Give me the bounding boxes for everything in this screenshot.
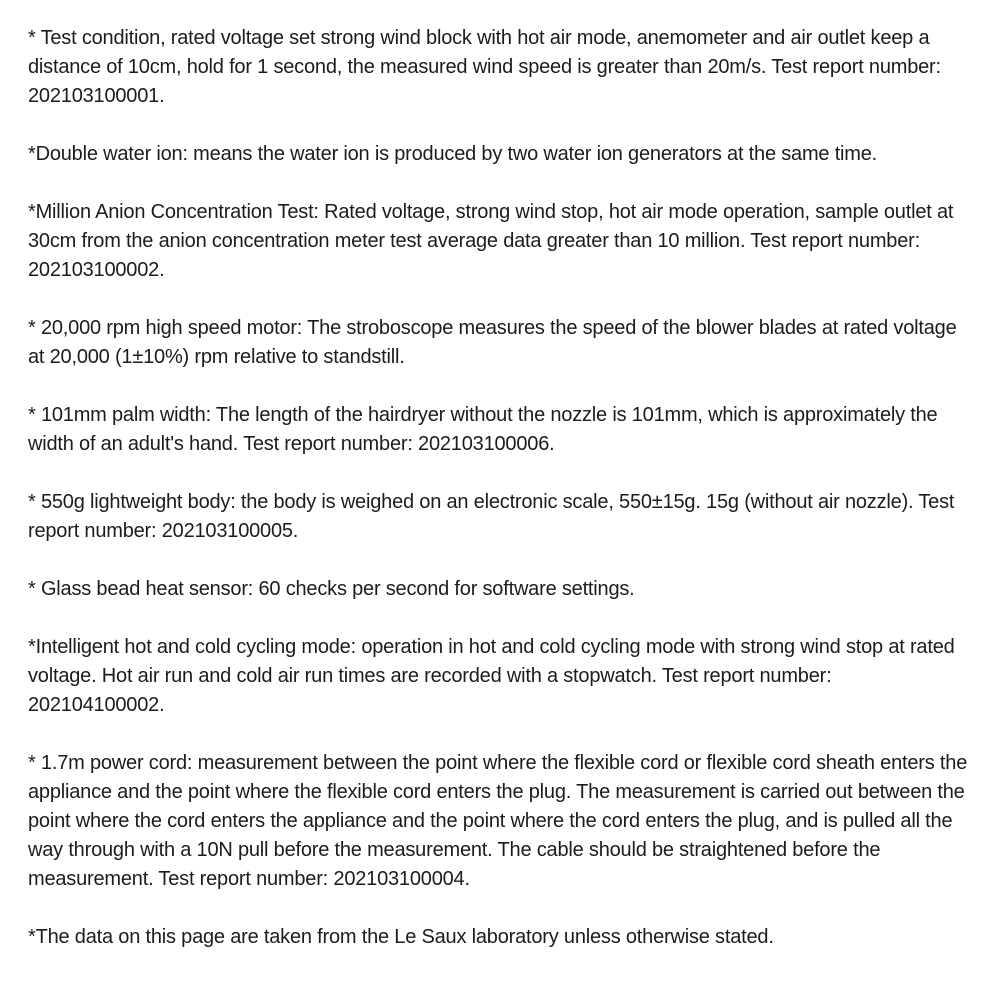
- note-data-source: *The data on this page are taken from the Le Saux laboratory unless otherwise stated.: [28, 926, 774, 948]
- note-palm-width: * 101mm palm width: The length of the hairdryer without the nozzle is 101mm, which is approximately the width of an adult's hand. Test report number: 202103100006.: [28, 404, 938, 455]
- note-million-anion-concentration-test: *Million Anion Concentration Test: Rated voltage, strong wind stop, hot air mode operation, sample outlet at 30cm from the anion concentration meter test average data greater than 10 million. Test report number: 202103100002.: [28, 201, 954, 281]
- note-test-condition-wind-speed: * Test condition, rated voltage set strong wind block with hot air mode, anemometer and air outlet keep a distance of 10cm, hold for 1 second, the measured wind speed is greater than 20m/s. Test report number: 202103100001.: [28, 27, 941, 107]
- note-lightweight-body: * 550g lightweight body: the body is weighed on an electronic scale, 550±15g. 15g (without air nozzle). Test report number: 202103100005.: [28, 491, 955, 542]
- note-power-cord: * 1.7m power cord: measurement between the point where the flexible cord or flexible cord sheath enters the appliance and the point where the flexible cord enters the plug. The measurement is carried out between the point where the cord enters the appliance and the point where the cord enters the plug, and is pulled all the way through with a 10N pull before the measurement. The cable should be straightened before the measurement. Test report number: 202103100004.: [28, 752, 968, 890]
- note-high-speed-motor: * 20,000 rpm high speed motor: The stroboscope measures the speed of the blower blades at rated voltage at 20,000 (1±10%) rpm relative to standstill.: [28, 317, 957, 368]
- note-double-water-ion: *Double water ion: means the water ion is produced by two water ion generators at the same time.: [28, 143, 878, 165]
- note-intelligent-hot-cold-cycling: *Intelligent hot and cold cycling mode: operation in hot and cold cycling mode with strong wind stop at rated voltage. Hot air run and cold air run times are recorded with a stopwatch. Test report number: 202104100002.: [28, 636, 955, 716]
- note-glass-bead-heat-sensor: * Glass bead heat sensor: 60 checks per second for software settings.: [28, 578, 635, 600]
